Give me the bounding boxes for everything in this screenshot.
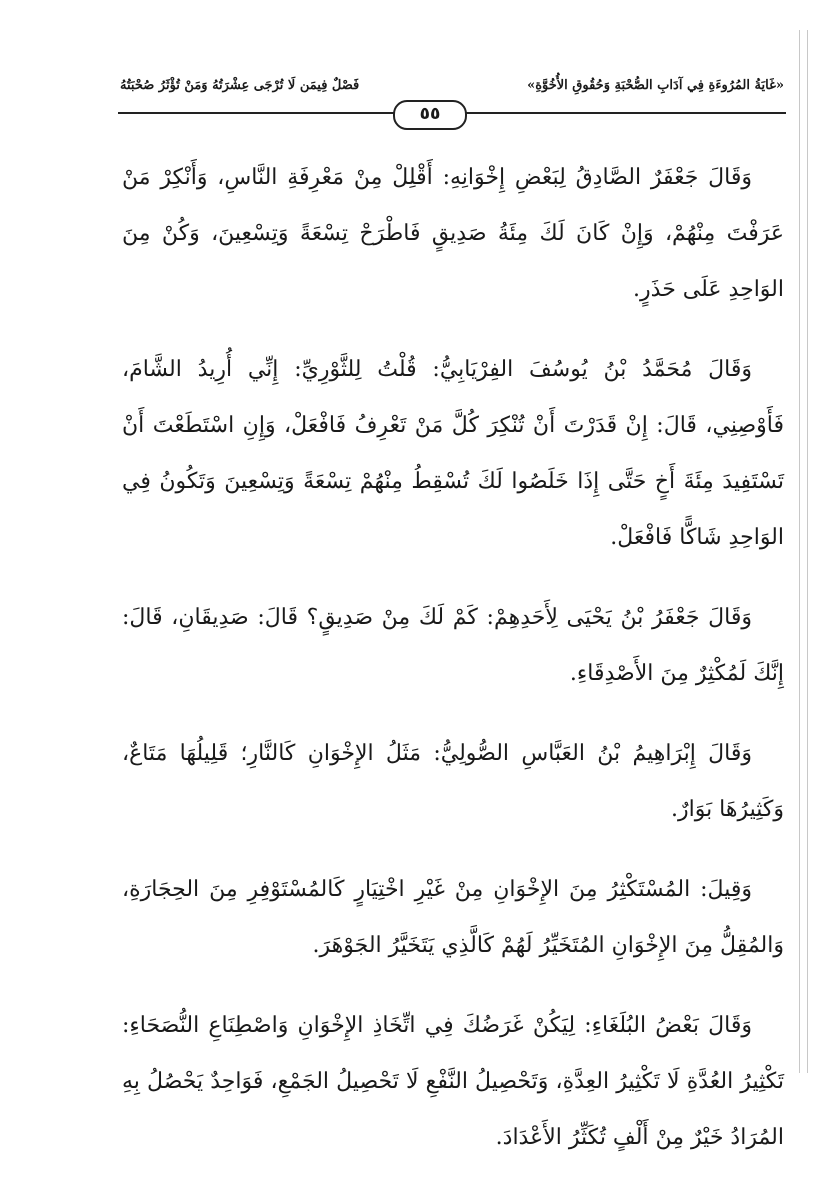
paragraph: وَقَالَ جَعْفَرٌ الصَّادِقُ لِبَعْضِ إِخْوَانِهِ: أَقْلِلْ مِنْ مَعْرِفَةِ النَّاسِ، وَأَنْكِرْ مَنْ عَرَفْتَ مِنْهُمْ، وَإِنْ كَانَ لَكَ مِئَةُ صَدِيقٍ فَاطْرَحْ تِسْعَةً وَتِسْعِينَ، وَكُنْ مِنَ الوَاحِدِ عَلَى حَذَرٍ.	[122, 165, 784, 302]
binding-line	[799, 30, 800, 1073]
paragraph: وَقَالَ بَعْضُ البُلَغَاءِ: لِيَكُنْ غَرَضُكَ فِي اتِّخَاذِ الإِخْوَانِ وَاصْطِنَاعِ النُّصَحَاءِ: تَكْثِيرُ العُدَّةِ لَا تَكْثِيرُ العِدَّةِ، وَتَحْصِيلُ النَّفْعِ لَا تَحْصِيلُ الجَمْعِ، فَوَاحِدٌ يَحْصُلُ بِهِ المُرَادُ خَيْرٌ مِنْ أَلْفٍ تُكَثِّرُ الأَعْدَادَ.	[122, 1013, 784, 1150]
book-title: «غَايَةُ المُرُوءَةِ فِي آدَابِ الصُّحْبَةِ وَحُقُوقِ الأُخُوَّةِ»	[527, 78, 784, 93]
paragraph: وَقَالَ مُحَمَّدُ بْنُ يُوسُفَ الفِرْيَابِيُّ: قُلْتُ لِلثَّوْرِيِّ: إِنِّي أُرِيدُ الشَّامَ، فَأَوْصِنِي، قَالَ: إِنْ قَدَرْتَ أَنْ تُنْكِرَ كُلَّ مَنْ تَعْرِفُ فَافْعَلْ، وَإِنِ اسْتَطَعْتَ أَنْ تَسْتَفِيدَ مِئَةَ أَخٍ حَتَّى إِذَا خَلَصُوا لَكَ تُسْقِطُ مِنْهُمْ تِسْعَةً وَتِسْعِينَ وَتَكُونُ فِي الوَاحِدِ شَاكًّا فَافْعَلْ.	[122, 357, 784, 550]
paragraph: وَقِيلَ: المُسْتَكْثِرُ مِنَ الإِخْوَانِ مِنْ غَيْرِ اخْتِيَارٍ كَالمُسْتَوْفِرِ مِنَ الحِجَارَةِ، وَالمُقِلُّ مِنَ الإِخْوَانِ المُتَخَيِّرُ لَهُمْ كَالَّذِي يَتَخَيَّرُ الجَوْهَرَ.	[122, 877, 784, 958]
page-number: ٥٥	[393, 100, 467, 130]
page-body	[122, 150, 784, 1190]
binding-line	[807, 30, 808, 1073]
chapter-title: فَصْلٌ فِيمَن لَا تُرْجَى عِشْرَتُهُ وَمَنْ تُؤْثَرُ صُحْبَتُهُ	[120, 78, 360, 93]
paragraph: وَقَالَ جَعْفَرُ بْنُ يَحْيَى لِأَحَدِهِمْ: كَمْ لَكَ مِنْ صَدِيقٍ؟ قَالَ: صَدِيقَانِ، قَالَ: إِنَّكَ لَمُكْثِرٌ مِنَ الأَصْدِقَاءِ.	[122, 605, 784, 686]
paragraph: وَقَالَ إِبْرَاهِيمُ بْنُ العَبَّاسِ الصُّولِيُّ: مَثَلُ الإِخْوَانِ كَالنَّارِ؛ قَلِيلُهَا مَتَاعٌ، وَكَثِيرُهَا بَوَارٌ.	[122, 741, 784, 822]
